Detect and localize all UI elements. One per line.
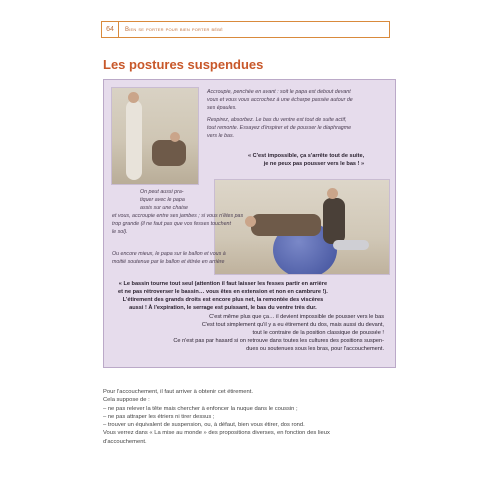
quote-line: C'est tout simplement qu'il y a eu étirement du dos, mais aussi du devant, <box>201 322 384 328</box>
body-line: Vous verrez dans « La mise au monde » des propositions diverses, en fonction des lieux <box>103 430 330 437</box>
text-line: assis sur une chaise <box>140 205 188 211</box>
section-title: Les postures suspendues <box>103 57 264 72</box>
quote-line: « Le bassin tourne tout seul (attention il faut laisser les fesses partir en arrière <box>118 281 328 287</box>
text-line: trop grande (il ne faut pas que vos fesses touchent <box>112 221 231 227</box>
text-line: Accroupie, penchée en avant : soit le papa est debout devant <box>207 89 351 95</box>
photo-figure-woman-head <box>170 132 180 142</box>
page-number: 64 <box>102 22 119 37</box>
quote-line: L'étirement des grands droits est encore plus net, la remontée des viscères <box>122 297 324 303</box>
quote-line: tout le contraire de la position classique de poussée ! <box>252 330 384 336</box>
body-paragraph <box>103 388 398 446</box>
quote-stretch <box>118 313 384 353</box>
body-line: – ne pas relever la tête mais chercher à enfoncer la nuque dans le coussin ; <box>103 405 298 412</box>
photo-figure-woman <box>152 140 186 166</box>
photo-figure-woman <box>251 214 321 236</box>
text-line: et vous, accroupie entre ses jambes ; si vous n'êtes pas <box>112 213 244 219</box>
photo-figure-man <box>323 198 345 244</box>
para-squatting <box>207 88 353 112</box>
text-line: tiquer avec le papa <box>140 197 185 203</box>
photo-figure-man <box>126 100 142 180</box>
quote-line: dues ou soutenues sous les bras, pour l'accouchement. <box>246 346 384 352</box>
photo-standing-support <box>111 87 199 185</box>
body-line: Pour l'accouchement, il faut arriver à obtenir cet étirement. <box>103 389 253 395</box>
text-line: tout remonte. Essayez d'inspirer et de pousser le diaphragme <box>207 125 352 131</box>
quote-line: C'est même plus que ça… il devient impossible de pousser vers le bas <box>209 314 384 320</box>
running-header <box>101 21 390 38</box>
photo-figure-man-head <box>327 188 338 199</box>
body-line: Cela suppose de : <box>103 397 150 404</box>
photo-figure-man-head <box>128 92 139 103</box>
quote-line: et ne pas rétroverser le bassin… vous êtes en extension et non en cambrure !). <box>118 289 328 295</box>
body-line: – trouver un équivalent de suspension, ou, à défaut, bien vous étirer, dos rond. <box>103 422 305 429</box>
quote-line: je ne peux pas pousser vers le bas ! » <box>263 161 365 167</box>
running-title: Bien se porter pour bien porter bébé <box>125 26 223 33</box>
text-line: Respirez, absorbez. Le bas du ventre est tout de suite actif, <box>207 117 347 123</box>
quote-line: aussi ! À l'expiration, le serrage est puissant, le bas du ventre très dur. <box>129 305 317 311</box>
para-chair <box>112 188 243 236</box>
info-box <box>103 79 396 368</box>
photo-figure-man-legs <box>333 240 369 250</box>
body-line: – ne pas attraper les étriers ni tirer dessus ; <box>103 413 215 420</box>
para-breathe <box>207 116 351 140</box>
photo-figure-woman-head <box>245 216 256 227</box>
text-line: ses épaules. <box>207 105 237 111</box>
quote-line: Ce n'est pas par hasard si on retrouve dans toutes les cultures des positions suspen- <box>173 338 384 344</box>
quote-impossible <box>248 152 364 168</box>
quote-line: « C'est impossible, ça s'arrête tout de suite, <box>248 153 365 159</box>
text-line: vous et vous vous accrochez à une écharpe passée autour de <box>207 97 353 103</box>
text-line: On peut aussi pra- <box>140 189 184 195</box>
text-line: le sol). <box>112 229 128 235</box>
text-line: vers le bas. <box>207 133 235 139</box>
text-line: moitié soutenue par le ballon et étirée en arrière <box>112 259 225 265</box>
body-line: d'accouchement. <box>103 438 147 445</box>
text-line: Ou encore mieux, le papa sur le ballon et vous à <box>112 251 226 257</box>
quote-pelvis <box>118 280 328 312</box>
para-ball <box>112 250 226 266</box>
